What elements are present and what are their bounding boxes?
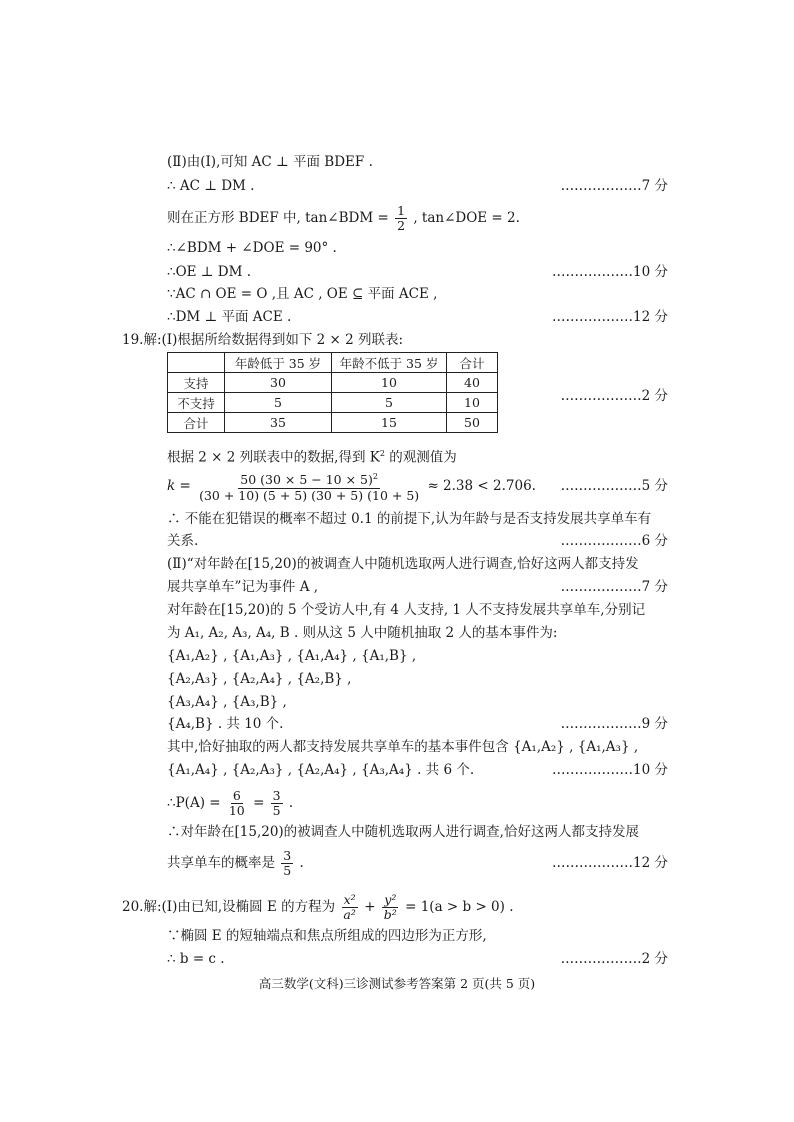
text-line: ∴ b = c . xyxy=(167,951,225,967)
text-fragment: + xyxy=(364,899,376,915)
superscript: 2 xyxy=(372,472,378,482)
table-cell: 5 xyxy=(225,393,332,413)
question-heading xyxy=(122,890,514,924)
page-footer: 高三数学(文科)三诊测试参考答案第 2 页(共 5 页) xyxy=(258,976,536,991)
text-line: (Ⅱ)由(Ⅰ),可知 AC ⊥ 平面 BDEF . xyxy=(167,154,373,170)
math-line xyxy=(167,202,520,234)
score-mark: ………………7 分 xyxy=(560,579,668,595)
table-cell: 40 xyxy=(447,373,498,393)
table-cell: 不支持 xyxy=(168,393,225,413)
question-heading: 19.解:(Ⅰ)根据所给数据得到如下 2 × 2 列联表: xyxy=(122,332,404,348)
text-line: ∴∠BDM + ∠DOE = 90° . xyxy=(167,240,337,256)
text-line: (Ⅱ)“对年龄在[15,20)的被调查人中随机选取两人进行调查,恰好这两人都支持发 xyxy=(167,556,639,572)
text-fragment: . xyxy=(299,855,304,871)
superscript: 2 xyxy=(379,449,385,458)
text-line: {A₃,A₄} , {A₃,B} , xyxy=(167,694,287,710)
table-header-cell xyxy=(168,353,225,373)
table-row xyxy=(168,393,498,413)
fraction xyxy=(281,849,293,878)
table-cell: 合计 xyxy=(168,413,225,433)
score-mark: ………………10 分 xyxy=(552,762,668,778)
formula-line xyxy=(167,468,536,504)
text-line: {A₂,A₃} , {A₂,A₄} , {A₂,B} , xyxy=(167,671,352,687)
text-line: {A₁,A₄} , {A₂,A₃} , {A₂,A₄} , {A₃,A₄} . 共 6 个. xyxy=(167,762,475,778)
denominator: 5 xyxy=(272,803,281,818)
table-header-row xyxy=(168,353,498,373)
text-fragment: ≈ 2.38 < 2.706. xyxy=(427,478,536,494)
text-fragment: 共享单车的概率是 xyxy=(167,855,275,871)
numerator: 3 xyxy=(283,848,292,863)
text-line: ∵椭圆 E 的短轴端点和焦点所组成的四边形为正方形, xyxy=(167,928,487,944)
score-mark: ………………5 分 xyxy=(560,478,668,494)
denominator: b² xyxy=(383,907,397,922)
table-cell: 30 xyxy=(225,373,332,393)
text-fragment: 根据 2 × 2 列联表中的数据,得到 K xyxy=(167,449,380,466)
text-line: {A₄,B} . 共 10 个. xyxy=(167,716,284,732)
text-line: ∴DM ⊥ 平面 ACE . xyxy=(167,309,292,325)
score-mark: ………………2 分 xyxy=(560,388,668,404)
score-mark: ………………9 分 xyxy=(560,716,668,732)
formula-line xyxy=(167,846,304,880)
table-cell: 50 xyxy=(447,413,498,433)
denominator: 10 xyxy=(228,803,245,818)
table-cell: 10 xyxy=(332,373,447,393)
text-fragment: 50 (30 × 5 − 10 × 5) xyxy=(240,472,373,488)
text-fragment: ∴P(A) = xyxy=(167,795,221,811)
formula-line xyxy=(167,786,293,820)
text-line: {A₁,A₂} , {A₁,A₃} , {A₁,A₄} , {A₁,B} , xyxy=(167,648,417,664)
text-fragment: k = xyxy=(167,478,191,494)
fraction xyxy=(395,204,407,233)
score-mark: ………………7 分 xyxy=(560,178,668,194)
table-row xyxy=(168,373,498,393)
table-header-cell: 合计 xyxy=(447,353,498,373)
fraction xyxy=(197,470,421,502)
text-line: ∴对年龄在[15,20)的被调查人中随机选取两人进行调查,恰好这两人都支持发展 xyxy=(167,824,639,840)
text-line: 为 A₁, A₂, A₃, A₄, B . 则从这 5 人中随机抽取 2 人的基本事件为: xyxy=(167,625,558,641)
fraction xyxy=(382,893,399,922)
numerator: 1 xyxy=(397,203,406,218)
contingency-table xyxy=(167,352,498,433)
text-line: 对年龄在[15,20)的 5 个受访人中,有 4 人支持, 1 人不支持发展共享单车,分别记 xyxy=(167,602,646,618)
numerator: 6 xyxy=(232,788,241,803)
text-line: ∴ AC ⊥ DM . xyxy=(167,178,255,194)
table-cell: 5 xyxy=(332,393,447,413)
score-mark: ………………2 分 xyxy=(560,951,668,967)
text-fragment: = 1(a > b > 0) . xyxy=(405,899,514,915)
table-row xyxy=(168,413,498,433)
text-line xyxy=(167,444,457,468)
table-header-cell: 年龄低于 35 岁 xyxy=(225,353,332,373)
table-header-cell: 年龄不低于 35 岁 xyxy=(332,353,447,373)
text-line: 展共享单车”记为事件 A , xyxy=(167,579,319,595)
fraction xyxy=(271,789,283,818)
score-mark: ………………12 分 xyxy=(552,309,668,325)
table-cell: 10 xyxy=(447,393,498,413)
text-line: ∴OE ⊥ DM . xyxy=(167,264,252,280)
text-line: ∵AC ∩ OE = O ,且 AC , OE ⊆ 平面 ACE , xyxy=(167,286,438,302)
text-fragment: . xyxy=(288,795,294,811)
denominator: (30 + 10) (5 + 5) (30 + 5) (10 + 5) xyxy=(199,487,420,503)
text-fragment: 的观测值为 xyxy=(384,449,457,466)
text-fragment: 则在正方形 BDEF 中, tan∠BDM = xyxy=(167,210,389,226)
score-mark: ………………12 分 xyxy=(552,855,668,871)
score-mark: ………………6 分 xyxy=(560,533,668,549)
denominator: 2 xyxy=(397,218,406,233)
text-line: 关系. xyxy=(167,533,199,549)
text-fragment: 20.解:(Ⅰ)由已知,设椭圆 E 的方程为 xyxy=(122,899,336,915)
denominator: 5 xyxy=(283,863,292,878)
text-fragment: , tan∠DOE = 2. xyxy=(413,210,520,226)
text-fragment: = xyxy=(253,795,265,811)
denominator: a² xyxy=(343,907,356,922)
text-line: 其中,恰好抽取的两人都支持发展共享单车的基本事件包含 {A₁,A₂} , {A₁,A₃} , xyxy=(167,739,639,755)
table-cell: 15 xyxy=(332,413,447,433)
fraction xyxy=(227,789,247,818)
numerator: y² xyxy=(384,892,397,907)
score-mark: ………………10 分 xyxy=(552,264,668,280)
table-cell: 35 xyxy=(225,413,332,433)
fraction xyxy=(341,893,357,922)
table-cell: 支持 xyxy=(168,373,225,393)
numerator: 3 xyxy=(272,788,281,803)
numerator xyxy=(238,470,380,488)
text-line: ∴ 不能在犯错误的概率不超过 0.1 的前提下,认为年龄与是否支持发展共享单车有 xyxy=(167,511,652,527)
numerator: x² xyxy=(343,892,356,907)
